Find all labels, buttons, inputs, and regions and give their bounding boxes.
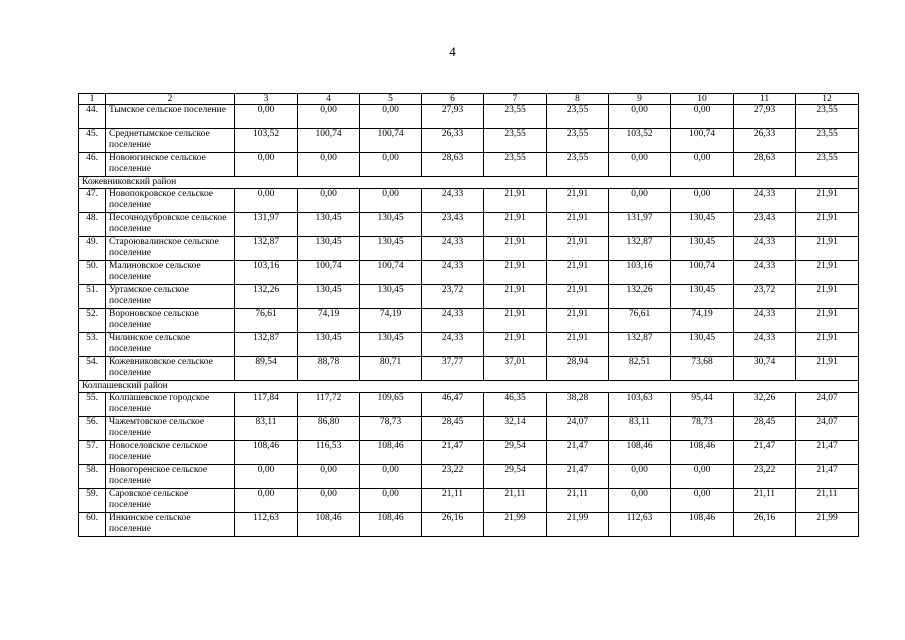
value-cell: 0,00 xyxy=(298,105,360,129)
value-cell: 103,63 xyxy=(609,393,671,417)
settlement-name: Новоселовское сельское поселение xyxy=(106,441,235,465)
value-cell: 78,73 xyxy=(360,417,422,441)
value-cell: 130,45 xyxy=(360,333,422,357)
value-cell: 103,52 xyxy=(235,129,298,153)
column-header-cell: 11 xyxy=(734,94,796,105)
value-cell: 117,84 xyxy=(235,393,298,417)
value-cell: 103,52 xyxy=(609,129,671,153)
value-cell: 21,91 xyxy=(796,261,859,285)
row-number: 58. xyxy=(79,465,106,489)
value-cell: 130,45 xyxy=(671,213,734,237)
value-cell: 100,74 xyxy=(360,261,422,285)
table-body xyxy=(79,94,859,537)
value-cell: 82,51 xyxy=(609,357,671,381)
value-cell: 130,45 xyxy=(298,237,360,261)
row-number: 45. xyxy=(79,129,106,153)
table-row xyxy=(79,129,859,153)
value-cell: 23,55 xyxy=(547,105,609,129)
value-cell: 23,43 xyxy=(734,213,796,237)
value-cell: 21,91 xyxy=(484,285,547,309)
value-cell: 27,93 xyxy=(734,105,796,129)
value-cell: 0,00 xyxy=(671,105,734,129)
value-cell: 21,91 xyxy=(484,261,547,285)
row-number: 53. xyxy=(79,333,106,357)
value-cell: 0,00 xyxy=(360,489,422,513)
settlement-name: Уртамское сельское поселение xyxy=(106,285,235,309)
value-cell: 0,00 xyxy=(360,465,422,489)
value-cell: 26,16 xyxy=(422,513,484,537)
value-cell: 0,00 xyxy=(235,489,298,513)
value-cell: 21,47 xyxy=(547,441,609,465)
value-cell: 23,72 xyxy=(734,285,796,309)
value-cell: 130,45 xyxy=(671,333,734,357)
settlement-name: Кожевниковское сельское поселение xyxy=(106,357,235,381)
settlement-name: Тымское сельское поселение xyxy=(106,105,235,129)
value-cell: 109,65 xyxy=(360,393,422,417)
value-cell: 24,07 xyxy=(796,393,859,417)
value-cell: 32,14 xyxy=(484,417,547,441)
value-cell: 21,11 xyxy=(734,489,796,513)
value-cell: 0,00 xyxy=(360,153,422,177)
value-cell: 130,45 xyxy=(298,213,360,237)
row-number: 46. xyxy=(79,153,106,177)
value-cell: 21,47 xyxy=(734,441,796,465)
value-cell: 24,33 xyxy=(734,333,796,357)
table-row xyxy=(79,213,859,237)
value-cell: 23,55 xyxy=(484,129,547,153)
value-cell: 21,99 xyxy=(547,513,609,537)
value-cell: 0,00 xyxy=(235,153,298,177)
value-cell: 78,73 xyxy=(671,417,734,441)
row-number: 54. xyxy=(79,357,106,381)
value-cell: 21,91 xyxy=(547,213,609,237)
value-cell: 21,11 xyxy=(796,489,859,513)
value-cell: 130,45 xyxy=(360,213,422,237)
value-cell: 24,33 xyxy=(734,189,796,213)
value-cell: 21,91 xyxy=(547,333,609,357)
value-cell: 38,28 xyxy=(547,393,609,417)
value-cell: 86,80 xyxy=(298,417,360,441)
settlement-name: Саровское сельское поселение xyxy=(106,489,235,513)
value-cell: 0,00 xyxy=(671,489,734,513)
value-cell: 0,00 xyxy=(360,105,422,129)
value-cell: 21,99 xyxy=(796,513,859,537)
value-cell: 0,00 xyxy=(298,189,360,213)
value-cell: 21,91 xyxy=(796,213,859,237)
value-cell: 103,16 xyxy=(609,261,671,285)
value-cell: 88,78 xyxy=(298,357,360,381)
value-cell: 100,74 xyxy=(671,129,734,153)
value-cell: 132,26 xyxy=(235,285,298,309)
value-cell: 24,33 xyxy=(422,261,484,285)
value-cell: 21,47 xyxy=(547,465,609,489)
value-cell: 100,74 xyxy=(298,129,360,153)
row-number: 50. xyxy=(79,261,106,285)
value-cell: 26,16 xyxy=(734,513,796,537)
table-row xyxy=(79,441,859,465)
table-row xyxy=(79,309,859,333)
value-cell: 23,55 xyxy=(484,153,547,177)
value-cell: 23,22 xyxy=(422,465,484,489)
row-number: 49. xyxy=(79,237,106,261)
value-cell: 46,47 xyxy=(422,393,484,417)
value-cell: 24,07 xyxy=(547,417,609,441)
value-cell: 83,11 xyxy=(235,417,298,441)
value-cell: 24,33 xyxy=(422,237,484,261)
value-cell: 95,44 xyxy=(671,393,734,417)
value-cell: 0,00 xyxy=(671,153,734,177)
column-header-cell: 10 xyxy=(671,94,734,105)
value-cell: 0,00 xyxy=(360,189,422,213)
value-cell: 0,00 xyxy=(298,465,360,489)
table-row xyxy=(79,417,859,441)
value-cell: 26,33 xyxy=(734,129,796,153)
settlement-name: Чилинское сельское поселение xyxy=(106,333,235,357)
column-header-cell: 6 xyxy=(422,94,484,105)
value-cell: 132,87 xyxy=(235,237,298,261)
value-cell: 21,91 xyxy=(547,309,609,333)
value-cell: 0,00 xyxy=(671,465,734,489)
value-cell: 0,00 xyxy=(609,489,671,513)
value-cell: 24,07 xyxy=(796,417,859,441)
value-cell: 21,91 xyxy=(484,189,547,213)
value-cell: 100,74 xyxy=(360,129,422,153)
value-cell: 21,99 xyxy=(484,513,547,537)
value-cell: 29,54 xyxy=(484,465,547,489)
value-cell: 21,91 xyxy=(547,237,609,261)
table-row xyxy=(79,489,859,513)
value-cell: 24,33 xyxy=(422,309,484,333)
table-row xyxy=(79,285,859,309)
value-cell: 117,72 xyxy=(298,393,360,417)
value-cell: 0,00 xyxy=(609,189,671,213)
value-cell: 131,97 xyxy=(609,213,671,237)
column-header-cell: 12 xyxy=(796,94,859,105)
row-number: 57. xyxy=(79,441,106,465)
value-cell: 23,55 xyxy=(484,105,547,129)
value-cell: 108,46 xyxy=(360,441,422,465)
district-name: Кожевниковский район xyxy=(79,177,859,189)
row-number: 52. xyxy=(79,309,106,333)
value-cell: 132,87 xyxy=(609,237,671,261)
settlement-name: Среднетымское сельское поселение xyxy=(106,129,235,153)
value-cell: 37,77 xyxy=(422,357,484,381)
value-cell: 23,55 xyxy=(547,153,609,177)
value-cell: 130,45 xyxy=(360,237,422,261)
value-cell: 0,00 xyxy=(235,105,298,129)
value-cell: 32,26 xyxy=(734,393,796,417)
column-header-cell: 8 xyxy=(547,94,609,105)
settlement-name: Новопокровское сельское поселение xyxy=(106,189,235,213)
settlement-name: Новоюгинское сельское поселение xyxy=(106,153,235,177)
row-number: 55. xyxy=(79,393,106,417)
settlement-name: Староювалинское сельское поселение xyxy=(106,237,235,261)
value-cell: 100,74 xyxy=(298,261,360,285)
value-cell: 21,91 xyxy=(796,309,859,333)
column-number-header-row xyxy=(79,94,859,105)
value-cell: 21,47 xyxy=(422,441,484,465)
value-cell: 24,33 xyxy=(734,309,796,333)
value-cell: 21,11 xyxy=(422,489,484,513)
column-header-cell: 4 xyxy=(298,94,360,105)
column-header-cell: 3 xyxy=(235,94,298,105)
value-cell: 23,55 xyxy=(796,105,859,129)
table-row xyxy=(79,261,859,285)
value-cell: 26,33 xyxy=(422,129,484,153)
row-number: 51. xyxy=(79,285,106,309)
settlement-name: Новогоренское сельское поселение xyxy=(106,465,235,489)
tariff-table xyxy=(78,93,859,537)
table-row xyxy=(79,465,859,489)
value-cell: 23,55 xyxy=(796,153,859,177)
value-cell: 130,45 xyxy=(671,237,734,261)
value-cell: 0,00 xyxy=(235,189,298,213)
value-cell: 23,55 xyxy=(796,129,859,153)
value-cell: 108,46 xyxy=(360,513,422,537)
table-row xyxy=(79,513,859,537)
settlement-name: Чажемтовское сельское поселение xyxy=(106,417,235,441)
value-cell: 130,45 xyxy=(298,333,360,357)
value-cell: 108,46 xyxy=(671,513,734,537)
table-row xyxy=(79,333,859,357)
row-number: 48. xyxy=(79,213,106,237)
column-header-cell: 9 xyxy=(609,94,671,105)
value-cell: 74,19 xyxy=(360,309,422,333)
column-header-cell: 5 xyxy=(360,94,422,105)
value-cell: 21,91 xyxy=(796,237,859,261)
value-cell: 21,91 xyxy=(796,357,859,381)
value-cell: 28,94 xyxy=(547,357,609,381)
row-number: 44. xyxy=(79,105,106,129)
value-cell: 30,74 xyxy=(734,357,796,381)
value-cell: 130,45 xyxy=(671,285,734,309)
value-cell: 21,91 xyxy=(484,237,547,261)
value-cell: 21,91 xyxy=(547,261,609,285)
value-cell: 28,63 xyxy=(734,153,796,177)
value-cell: 74,19 xyxy=(671,309,734,333)
value-cell: 131,97 xyxy=(235,213,298,237)
value-cell: 28,45 xyxy=(422,417,484,441)
value-cell: 27,93 xyxy=(422,105,484,129)
value-cell: 108,46 xyxy=(609,441,671,465)
value-cell: 130,45 xyxy=(360,285,422,309)
table-row xyxy=(79,237,859,261)
value-cell: 108,46 xyxy=(298,513,360,537)
settlement-name: Малиновское сельское поселение xyxy=(106,261,235,285)
table-row xyxy=(79,393,859,417)
table-row xyxy=(79,105,859,129)
value-cell: 28,45 xyxy=(734,417,796,441)
value-cell: 73,68 xyxy=(671,357,734,381)
page-number: 4 xyxy=(449,44,456,59)
value-cell: 23,22 xyxy=(734,465,796,489)
district-row xyxy=(79,177,859,189)
value-cell: 21,91 xyxy=(796,333,859,357)
value-cell: 23,55 xyxy=(547,129,609,153)
value-cell: 37,01 xyxy=(484,357,547,381)
value-cell: 24,33 xyxy=(734,261,796,285)
value-cell: 100,74 xyxy=(671,261,734,285)
value-cell: 24,33 xyxy=(734,237,796,261)
settlement-name: Инкинское сельское поселение xyxy=(106,513,235,537)
value-cell: 112,63 xyxy=(609,513,671,537)
column-header-cell: 2 xyxy=(106,94,235,105)
value-cell: 29,54 xyxy=(484,441,547,465)
value-cell: 0,00 xyxy=(235,465,298,489)
value-cell: 130,45 xyxy=(298,285,360,309)
value-cell: 80,71 xyxy=(360,357,422,381)
district-row xyxy=(79,381,859,393)
value-cell: 21,91 xyxy=(484,309,547,333)
row-number: 60. xyxy=(79,513,106,537)
value-cell: 0,00 xyxy=(609,465,671,489)
value-cell: 108,46 xyxy=(235,441,298,465)
value-cell: 0,00 xyxy=(609,153,671,177)
value-cell: 21,11 xyxy=(484,489,547,513)
district-name: Колпашевский район xyxy=(79,381,859,393)
table-row xyxy=(79,189,859,213)
settlement-name: Песочнодубровское сельское поселение xyxy=(106,213,235,237)
value-cell: 21,91 xyxy=(796,285,859,309)
value-cell: 23,72 xyxy=(422,285,484,309)
value-cell: 24,33 xyxy=(422,333,484,357)
value-cell: 0,00 xyxy=(671,189,734,213)
value-cell: 21,47 xyxy=(796,441,859,465)
value-cell: 24,33 xyxy=(422,189,484,213)
value-cell: 21,91 xyxy=(796,189,859,213)
value-cell: 132,87 xyxy=(235,333,298,357)
column-header-cell: 7 xyxy=(484,94,547,105)
value-cell: 21,91 xyxy=(547,189,609,213)
value-cell: 21,91 xyxy=(484,213,547,237)
settlement-name: Колпашевское городское поселение xyxy=(106,393,235,417)
table-row xyxy=(79,357,859,381)
row-number: 59. xyxy=(79,489,106,513)
value-cell: 21,47 xyxy=(796,465,859,489)
value-cell: 46,35 xyxy=(484,393,547,417)
value-cell: 76,61 xyxy=(235,309,298,333)
value-cell: 116,53 xyxy=(298,441,360,465)
value-cell: 76,61 xyxy=(609,309,671,333)
value-cell: 132,26 xyxy=(609,285,671,309)
value-cell: 74,19 xyxy=(298,309,360,333)
value-cell: 112,63 xyxy=(235,513,298,537)
value-cell: 108,46 xyxy=(671,441,734,465)
value-cell: 23,43 xyxy=(422,213,484,237)
value-cell: 132,87 xyxy=(609,333,671,357)
value-cell: 0,00 xyxy=(298,153,360,177)
value-cell: 21,91 xyxy=(547,285,609,309)
value-cell: 103,16 xyxy=(235,261,298,285)
value-cell: 0,00 xyxy=(609,105,671,129)
value-cell: 0,00 xyxy=(298,489,360,513)
value-cell: 89,54 xyxy=(235,357,298,381)
row-number: 56. xyxy=(79,417,106,441)
table-row xyxy=(79,153,859,177)
value-cell: 21,11 xyxy=(547,489,609,513)
row-number: 47. xyxy=(79,189,106,213)
column-header-cell: 1 xyxy=(79,94,106,105)
settlement-name: Вороновское сельское поселение xyxy=(106,309,235,333)
value-cell: 21,91 xyxy=(484,333,547,357)
value-cell: 83,11 xyxy=(609,417,671,441)
value-cell: 28,63 xyxy=(422,153,484,177)
